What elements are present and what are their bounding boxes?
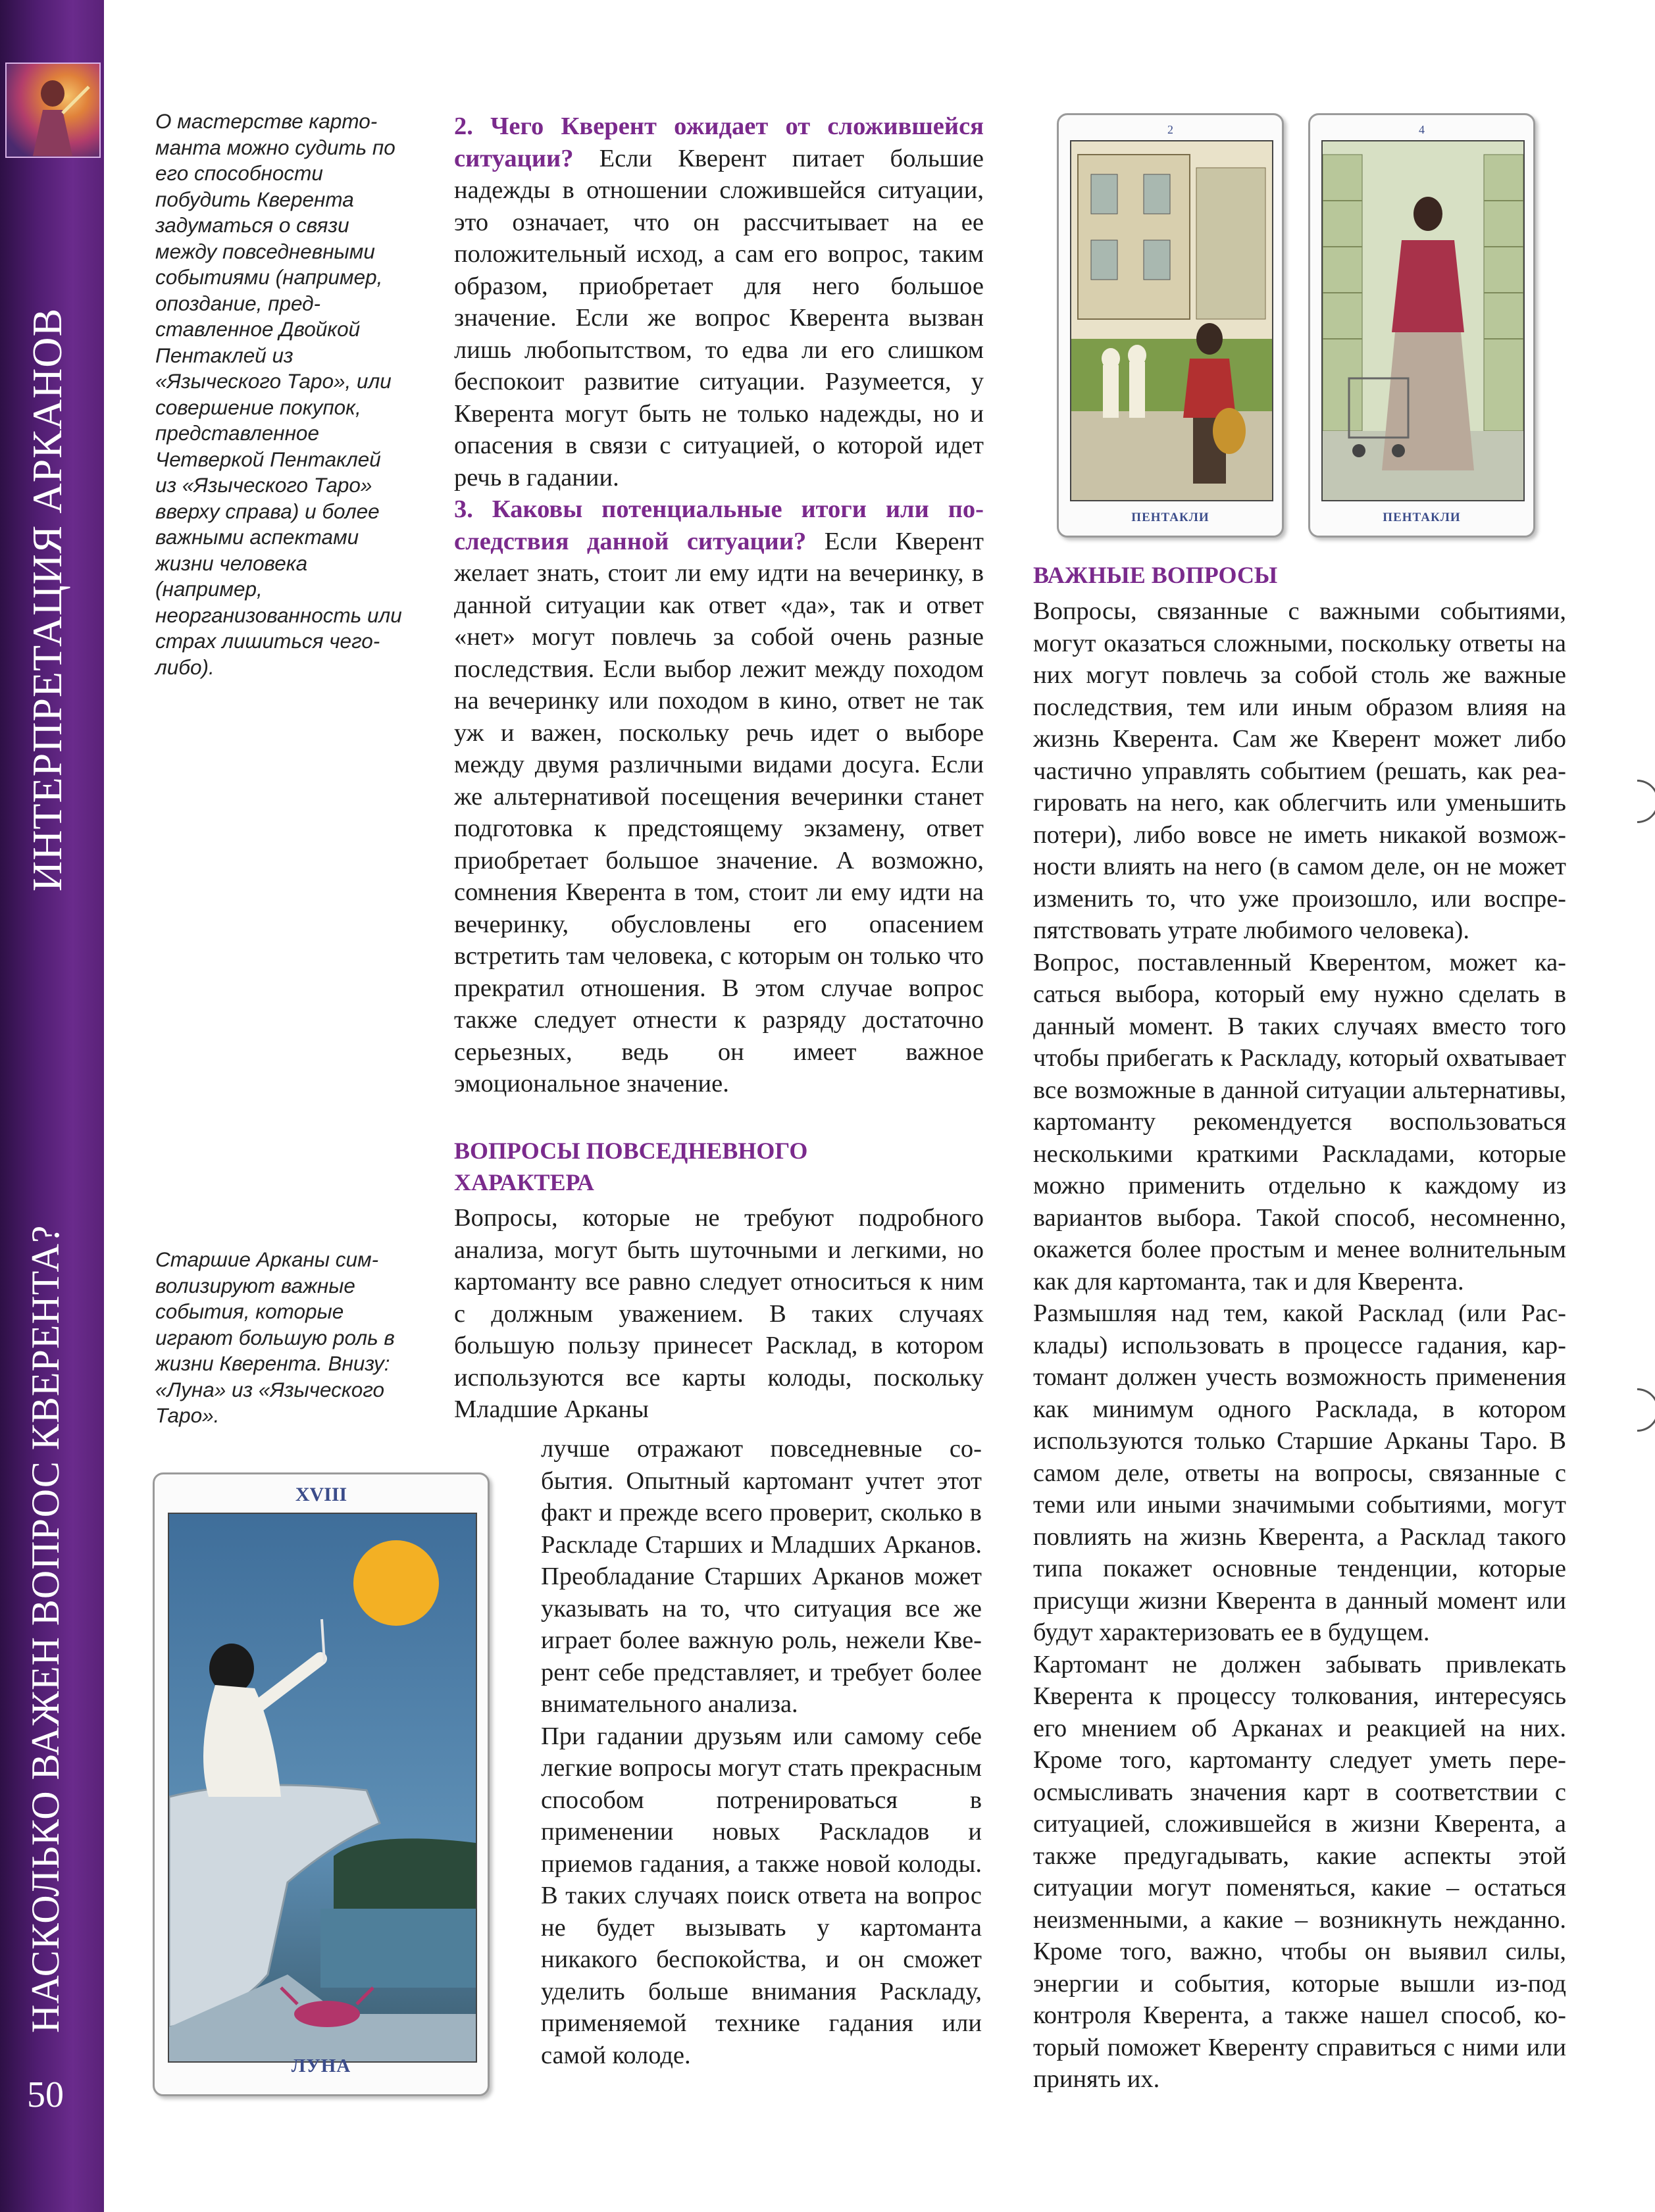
section-heading-everyday: ВОПРОСЫ ПОВСЕДНЕВНОГО ХАРАКТЕРА xyxy=(454,1138,808,1195)
card-illustration xyxy=(1321,140,1525,501)
card-number: XVIII xyxy=(295,1484,347,1505)
everyday-body: Вопросы, которые не требуют подробного анализа, могут быть шуточными и легкими, но картоманту все равно следует относиться к ним с должным уважением. В таких случаях большую пользу принесет Расклад, в котором используются все карты колоды, поскольку Младшие Арканы xyxy=(454,1204,984,1423)
band-thumbnail-image xyxy=(5,63,101,158)
card-name: ЛУНА xyxy=(291,2055,351,2076)
question-3-paragraph xyxy=(454,493,984,1100)
side-band xyxy=(0,0,104,2212)
caption-top: О мастерстве картоманта можно судить по его способности побудить Кверента задуматься о связи между повседневными событиями (например, опоздание, представленное Двойкой Пентаклей из «Языческого Таро», или совершение покупок, представленное Четверкой Пентаклей из «Языческого Таро» вверху справа) и более важными аспектами жизни человека (например, неорганизованность или страх лишиться чего-либо). xyxy=(155,109,402,679)
tarot-card-moon xyxy=(153,1472,490,2096)
friends-paragraph: При гадании друзьям или самому себе легкие вопросы могут стать прекрасным способом потренироваться в применении новых Раскладов и приемов гадания, а также новой колоды. В таких случаях поиск ответа на вопрос не будет вызывать у картоманта никакого беспокойства, и он сможет уделить больше внимания Раскладу, применяемой технике гадания или самой колоде. xyxy=(541,1722,982,2069)
card-name: ПЕНТАКЛИ xyxy=(1131,511,1209,524)
band-title-upper: ИНТЕРПРЕТАЦИЯ АРКАНОВ xyxy=(24,307,70,892)
supermarket-scene-illustration xyxy=(1323,141,1523,500)
punch-hole-mark xyxy=(1606,1379,1655,1440)
important-paragraph-2: Вопрос, поставленный Кверентом, может касаться выбора, который ему нужно сделать в данный момент. В таких случаях вместо того чтобы прибегать к Раскладу, который охватывает все возможные в данной ситуации альтернативы, картоманту рекомендуется воспользоваться несколькими краткими Раскладами, которые можно применить отдельно к каждому из вариантов выбора. Такой способ, несомненно, окажется более простым и менее волнительным как для картоманта, так и для Кверента. xyxy=(1033,948,1566,1295)
tarot-card-two-pentacles xyxy=(1057,113,1284,538)
band-title-lower: НАСКОЛЬКО ВАЖЕН ВОПРОС КВЕРЕНТА? xyxy=(24,1224,67,2033)
column-a xyxy=(454,111,984,1100)
question-2-heading: 2. Чего Кверент ожидает от сложившейся ситуации? xyxy=(454,113,984,172)
important-paragraph-1: Вопросы, связанные с важными событиями, могут оказаться сложными, поскольку ответы на них могут повлечь за собой столь же важные последствия, тем или иным образом влияя на жизнь Кверента. Сам же Кверент может либо частично управлять событием (решать, как реагировать на него, как облегчить или уменьшить потери), либо вовсе не иметь никакой возможности влиять на него (в самом деле, он не может изменить то, что уже произошло, или воспрепятствовать утрате любимого человека). xyxy=(1033,597,1566,944)
tarot-card-four-pentacles xyxy=(1308,113,1535,538)
card-illustration xyxy=(168,1513,477,2063)
everyday-continuation xyxy=(541,1433,982,2071)
card-illustration xyxy=(1070,140,1273,501)
moon-scene-illustration xyxy=(169,1514,476,2061)
street-scene-illustration xyxy=(1071,141,1272,500)
question-2-paragraph xyxy=(454,111,984,493)
punch-hole-mark xyxy=(1606,770,1655,832)
column-b xyxy=(1033,595,1566,2096)
card-number: 4 xyxy=(1419,123,1425,136)
section-heading-important: ВАЖНЫЕ ВОПРОСЫ xyxy=(1033,562,1278,588)
question-3-body: Если Кверент желает знать, стоит ли ему идти на вечеринку, в данной ситуации как ответ «да», так и ответ «нет» могут повлечь за собой очень разные последствия. Если выбор лежит между походом на вечеринку или походом в кино, ответ не так уж и важен, поскольку речь идет о выборе между двумя различными видами досуга. Если же альтернативой посещения вечеринки станет подготовка к предстоящему экзамену, ответ приобретает большое значение. А возможно, сомнения Кверента в том, стоит ли ему идти на вечеринку, обусловлены его опасением встретить там человека, с которым он только что прекратил отношения. В этом случае вопрос также следует отнести к разряду достаточно серьезных, ведь он имеет важное эмоциональное значение. xyxy=(454,527,984,1097)
everyday-paragraph xyxy=(454,1202,984,1426)
question-3-heading: 3. Каковы потенциальные итоги или последствия данной ситуации? xyxy=(454,495,984,555)
question-2-body: Если Кверент питает большие надежды в отношении сложившейся ситуации, это означает, что он рассчитывает на ее положительный исход, а сам его вопрос, таким образом, приобретает для него большое значение. Если же вопрос Кверента вызван лишь любопытством, то едва ли его слишком беспокоит развитие ситуации. Разумеется, у Кверента могут быть не только надежды, но и опасения в связи с ситуацией, о которой идет речь в гадании. xyxy=(454,144,984,491)
card-name: ПЕНТАКЛИ xyxy=(1383,511,1461,524)
everyday-body-cont: лучше отражают повседневные события. Опытный картомант учтет этот факт и прежде всего проверит, сколько в Раскладе Старших и Младших Арканов. Преобладание Старших Арканов может указывать на то, что ситуация все же играет более важную роль, нежели Кверент себе представляет, и требует более внимательного анализа. xyxy=(541,1435,982,1718)
thumbnail-figure xyxy=(7,64,99,157)
important-paragraph-4: Картомант не должен забывать привлекать Кверента к процессу толкования, интересуясь его мнением об Арканах и реакцией на них. Кроме того, картоманту следует уметь переосмысливать значения карт в соответствии с ситуацией, сложившейся в жизни Кверента, а также предугадывать, какие аспекты этой ситуации могут поменяться, какие – остаться неизменными, а какие – возникнуть нежданно. Кроме того, важно, чтобы он выявил силы, энергии и события, которые вышли из-под контроля Кверента, а также нашел способ, который поможет Кверенту справиться с ними или принять их. xyxy=(1033,1650,1566,2093)
page-number: 50 xyxy=(27,2074,64,2115)
caption-bottom: Старшие Арканы символизируют важные события, которые играют большую роль в жизни Кверента. Внизу: «Луна» из «Языческого Таро». xyxy=(155,1247,395,1427)
card-number: 2 xyxy=(1167,123,1173,136)
important-paragraph-3: Размышляя над тем, какой Расклад (или Расклады) использовать в процессе гадания, картомант должен учесть возможность применения как минимум одного Расклада, в котором используются только Старшие Арканы Таро. В самом деле, ответы на вопросы, связанные с теми или иными значимыми событиями, могут повлиять на жизнь Кверента, а Расклад такого типа покажет основные тенденции, которые присущи жизни Кверента в данный момент или будут характеризовать ее в будущем. xyxy=(1033,1299,1566,1646)
